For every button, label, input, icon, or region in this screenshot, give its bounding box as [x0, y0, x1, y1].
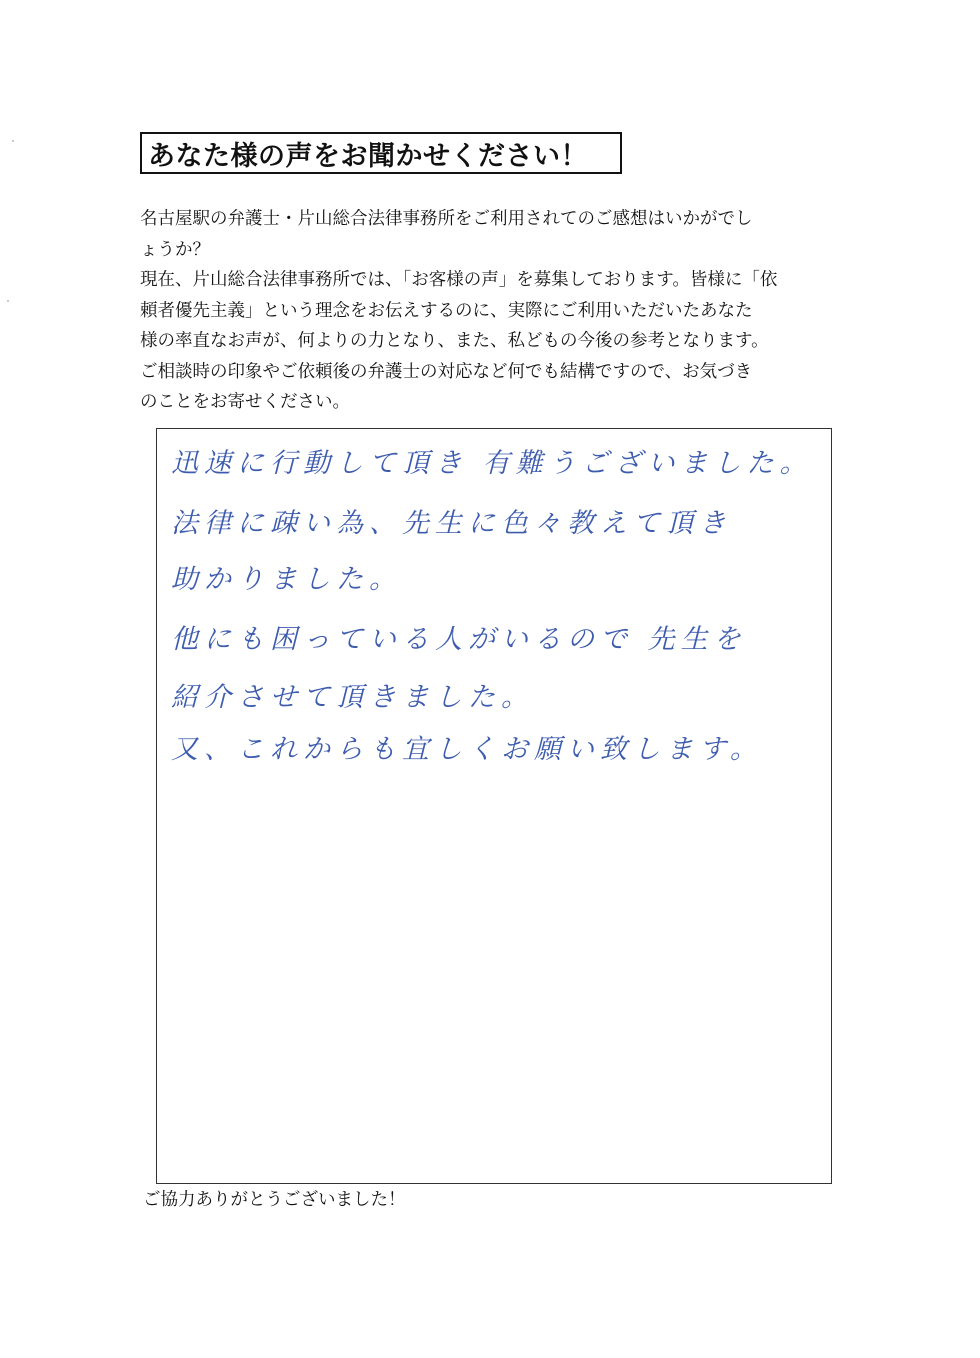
- scan-speck: [12, 140, 14, 142]
- intro-line: のことをお寄せください。: [140, 392, 350, 412]
- handwritten-line: 助かりました。: [171, 564, 402, 595]
- intro-line: ょうか？: [140, 239, 210, 260]
- intro-line: 頼者優先主義」という理念をお伝えするのに、実際にご利用いただいたあなた: [140, 300, 753, 321]
- handwritten-line: 又、これからも宜しくお願い致します。: [171, 734, 763, 765]
- handwritten-line: 迅速に行動して頂き 有難うございました。: [171, 448, 813, 479]
- handwritten-line: 法律に疎い為、先生に色々教えて頂き: [171, 508, 732, 539]
- handwritten-line: 紹介させて頂きました。: [171, 682, 534, 713]
- thanks-message: ご協力ありがとうございました！: [143, 1190, 406, 1210]
- scan-speck: [7, 300, 9, 302]
- intro-line: ご相談時の印象やご依頼後の弁護士の対応など何でも結構ですので、お気づき: [140, 361, 753, 382]
- intro-line: 名古屋駅の弁護士・片山総合法律事務所をご利用されてのご感想はいかがでし: [140, 209, 753, 229]
- form-title: [140, 132, 622, 174]
- form-title-text: あなた様の声をお聞かせください！: [148, 140, 588, 172]
- intro-line: 現在、片山総合法律事務所では、「お客様の声」を募集しております。皆様に「依: [140, 270, 778, 290]
- intro-line: 様の率直なお声が、何よりの力となり、また、私どもの今後の参考となります。: [140, 331, 769, 351]
- intro-text: [140, 204, 840, 418]
- handwritten-answer-box: [156, 428, 832, 1184]
- handwritten-line: 他にも困っている人がいるので 先生を: [171, 624, 747, 655]
